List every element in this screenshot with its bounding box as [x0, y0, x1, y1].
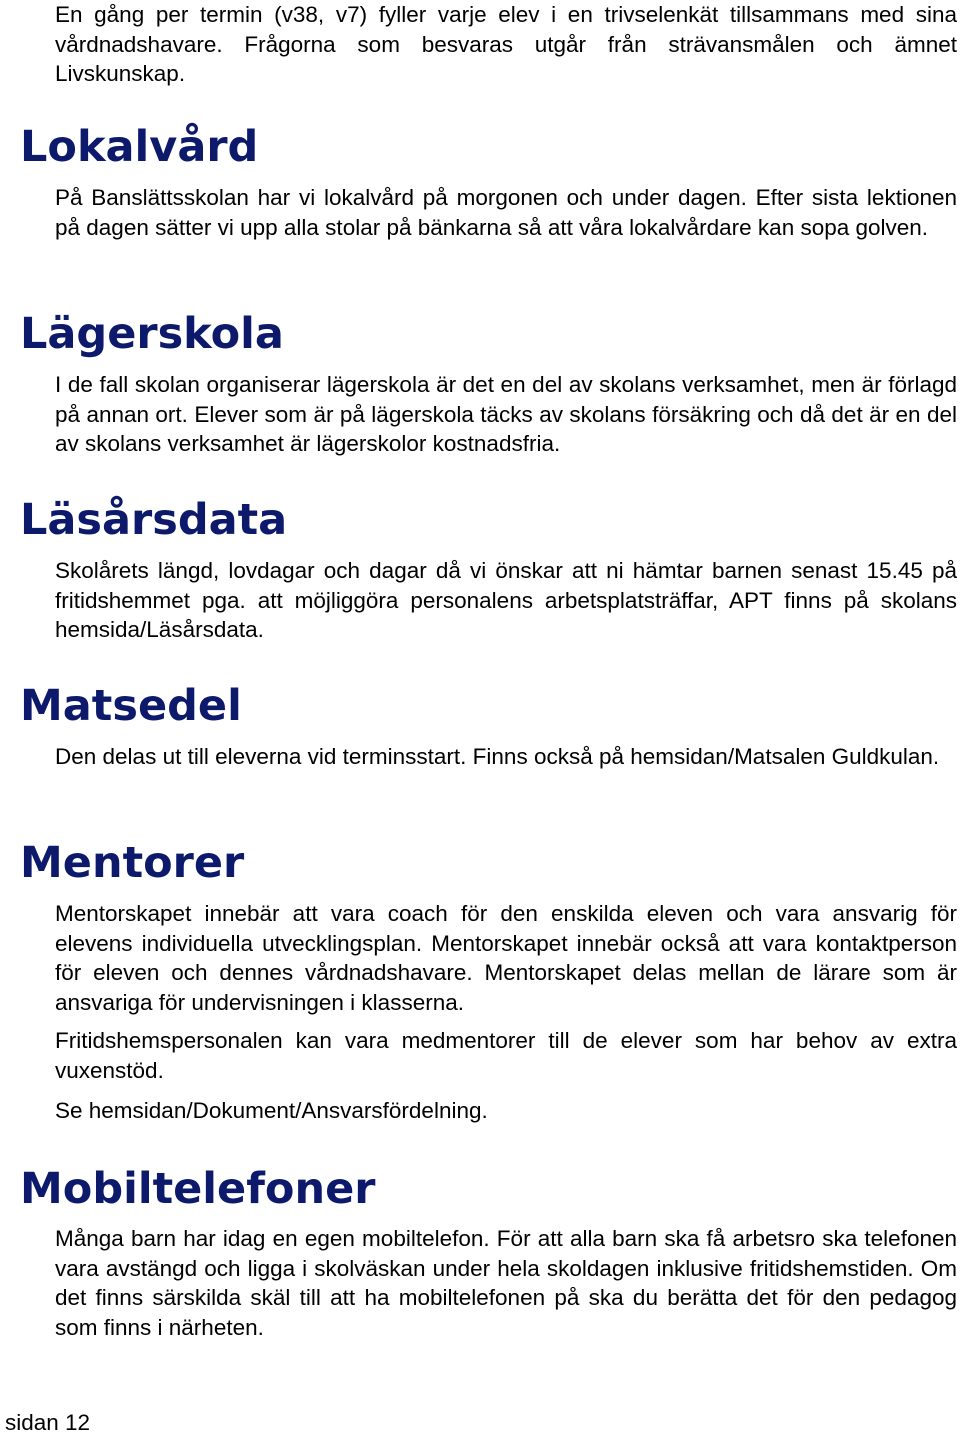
lagerskola-paragraph: I de fall skolan organiserar lägerskola är det en del av skolans verksamhet, men är förlagd på annan ort. Elever som är på lägerskola täcks av skolans försäkring och då det är en del av skolans verksamhet är lägerskolor kostnadsfria.: [55, 372, 957, 456]
heading-matsedel: Matsedel: [20, 681, 242, 731]
heading-lokalvard: Lokalvård: [20, 122, 259, 172]
lasarsdata-paragraph: Skolårets längd, lovdagar och dagar då vi önskar att ni hämtar barnen senast 15.45 på fritidshemmet pga. att möjliggöra personalens arbetsplatsträffar, APT finns på skolans hemsida/Läsårsdata.: [55, 558, 957, 642]
page-number: sidan 12: [5, 1410, 91, 1435]
heading-mobiltelefoner: Mobiltelefoner: [20, 1164, 376, 1214]
heading-lasarsdata: Läsårsdata: [20, 495, 288, 545]
matsedel-paragraph: Den delas ut till eleverna vid terminsstart. Finns också på hemsidan/Matsalen Guldkulan.: [55, 744, 940, 769]
intro-paragraph: En gång per termin (v38, v7) fyller varje elev i en trivselenkät tillsammans med sina vårdnadshavare. Frågorna som besvaras utgår från strävansmålen och ämnet Livskunskap.: [55, 2, 957, 86]
mobiltelefoner-paragraph: Många barn har idag en egen mobiltelefon. För att alla barn ska få arbetsro ska telefonen vara avstängd och ligga i skolväskan under hela skoldagen inklusive fritidshemstiden. Om det finns särskilda skäl till att ha mobiltelefonen på ska du berätta det för den pedagog som finns i närheten.: [55, 1226, 957, 1340]
lokalvard-paragraph: På Banslättsskolan har vi lokalvård på morgonen och under dagen. Efter sista lektionen på dagen sätter vi upp alla stolar på bänkarna så att våra lokalvårdare kan sopa golven.: [55, 185, 957, 240]
mentorer-paragraph-3: Se hemsidan/Dokument/Ansvarsfördelning.: [55, 1098, 488, 1123]
mentorer-paragraph-2: Fritidshemspersonalen kan vara medmentorer till de elever som har behov av extra vuxenstöd.: [55, 1028, 957, 1083]
mentorer-paragraph-1: Mentorskapet innebär att vara coach för den enskilda eleven och vara ansvarig för elevens individuella utvecklingsplan. Mentorskapet innebär också att vara kontaktperson för eleven och dennes vårdnadshavare. Mentorskapet delas mellan de lärare som är ansvariga för undervisningen i klasserna.: [55, 901, 957, 1015]
heading-lagerskola: Lägerskola: [20, 309, 284, 359]
heading-mentorer: Mentorer: [20, 838, 245, 888]
